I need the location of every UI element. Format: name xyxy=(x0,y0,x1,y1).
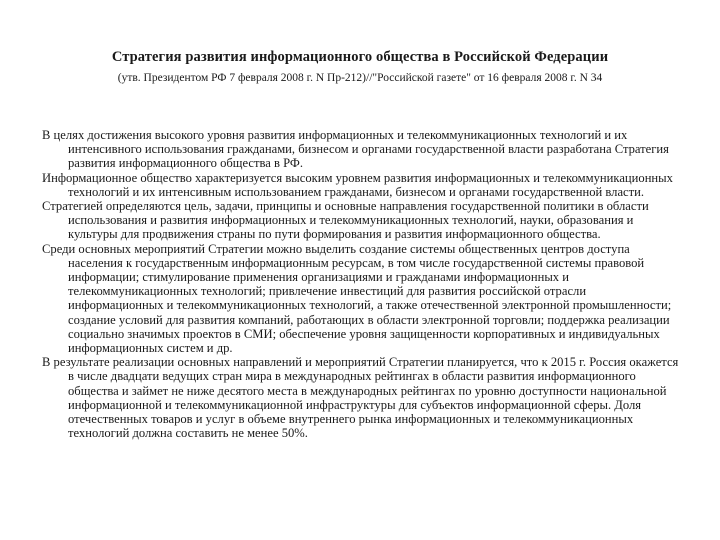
paragraph: Стратегией определяются цель, задачи, принципы и основные направления государственной политики в области использования и развития информационных и телекоммуникационных технологий, науки, образования и культуры для продвижения страны по пути формирования и развития информационного общества. xyxy=(42,199,649,242)
document-body xyxy=(42,128,682,440)
paragraph: Среди основных мероприятий Стратегии можно выделить создание системы общественных центров доступа населения к государственным информационным ресурсам, в том числе государственной системы правовой информации; стимулирование применения организациями и гражданами информационных и телекоммуникационных технологий; привлечение инвестиций для развития российской отрасли информационных и телекоммуникационных технологий, а также отечественной электронной промышленности; создание условий для развития компаний, работающих в области электронной торговли; поддержка реализации социально значимых проектов в СМИ; обеспечение уровня защищенности корпоративных и индивидуальных информационных систем и др. xyxy=(42,241,672,356)
document-subtitle: (утв. Президентом РФ 7 февраля 2008 г. N Пр-212)//"Российской газете" от 16 февраля 2008 г. N 34 xyxy=(117,72,603,84)
paragraph: В целях достижения высокого уровня развития информационных и телекоммуникационных технологий и их интенсивного использования гражданами, бизнесом и органами государственной власти разработана Стратегия развития информационного общества в РФ. xyxy=(42,128,669,171)
paragraph: В результате реализации основных направлений и мероприятий Стратегии планируется, что к 2015 г. Россия окажется в числе двадцати ведущих стран мира в международных рейтингах в области развития информационного общества и займет не ниже десятого места в международных рейтингах по уровню доступности национальной информационной и телекоммуникационной инфраструктуры для субъектов информационной сферы. Доля отечественных товаров и услуг в объеме внутреннего рынка информационных и телекоммуникационных технологий должна составить не менее 50%. xyxy=(42,355,679,441)
paragraph: Информационное общество характеризуется высоким уровнем развития информационных и телекоммуникационных технологий и их интенсивным использованием гражданами, бизнесом и органами государственной власти. xyxy=(42,170,673,199)
document-title: Стратегия развития информационного общества в Российской Федерации xyxy=(111,49,609,65)
